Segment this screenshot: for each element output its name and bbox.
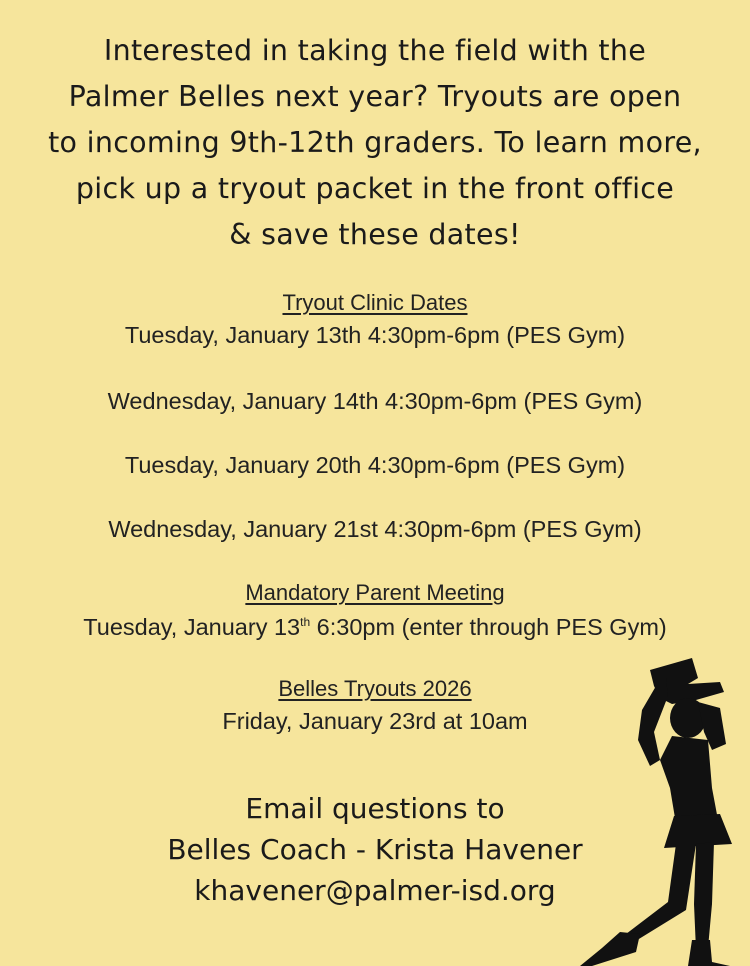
clinic-date: Tuesday, January 13th 4:30pm-6pm (PES Gym) bbox=[124, 322, 626, 348]
intro-line: Palmer Belles next year? Tryouts are open bbox=[68, 80, 682, 113]
meeting-line-detail: 6:30pm (enter through PES Gym) bbox=[310, 614, 667, 640]
contact-email: khavener@palmer-isd.org bbox=[194, 874, 556, 907]
intro-line: & save these dates! bbox=[229, 218, 521, 251]
clinic-date: Wednesday, January 14th 4:30pm-6pm (PES Gym) bbox=[107, 388, 643, 414]
meeting-line-date: Tuesday, January 13 bbox=[83, 614, 301, 640]
clinic-date: Tuesday, January 20th 4:30pm-6pm (PES Gym) bbox=[124, 452, 626, 478]
intro-line: Interested in taking the field with the bbox=[103, 34, 647, 67]
meeting-heading: Mandatory Parent Meeting bbox=[245, 580, 505, 605]
dancer-silhouette-icon bbox=[580, 648, 740, 966]
clinic-date: Wednesday, January 21st 4:30pm-6pm (PES Gym) bbox=[108, 516, 642, 542]
clinic-heading: Tryout Clinic Dates bbox=[282, 290, 468, 315]
meeting-line bbox=[0, 614, 750, 641]
meeting-line-suffix: th bbox=[300, 615, 311, 630]
intro-text bbox=[0, 28, 750, 258]
contact-line: Email questions to bbox=[245, 792, 505, 825]
tryouts-heading: Belles Tryouts 2026 bbox=[278, 676, 472, 701]
intro-line: pick up a tryout packet in the front office bbox=[75, 172, 675, 205]
tryouts-line: Friday, January 23rd at 10am bbox=[222, 708, 528, 734]
intro-line: to incoming 9th-12th graders. To learn more, bbox=[48, 126, 702, 159]
contact-coach: Belles Coach - Krista Havener bbox=[167, 833, 583, 866]
